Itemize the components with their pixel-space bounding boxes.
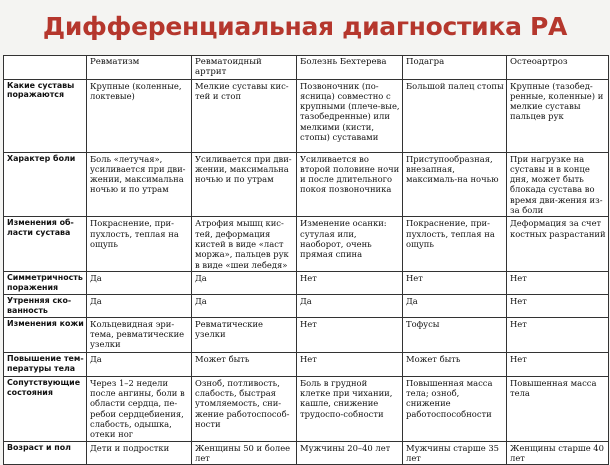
table-cell: Дети и подростки xyxy=(87,441,192,465)
table-cell: Нет xyxy=(507,352,609,376)
table-cell: Нет xyxy=(507,271,609,294)
table-cell: Женщины 50 и более лет xyxy=(192,441,297,465)
differential-diagnosis-table xyxy=(3,55,609,465)
table-cell: Может быть xyxy=(192,352,297,376)
row-header: Повышение тем-пературы тела xyxy=(4,352,87,376)
table-cell: Усиливается во второй половине ночи и после длительного покоя позвоночника xyxy=(297,152,403,217)
diagnosis-table-container xyxy=(3,55,608,465)
table-cell: Крупные (коленные, локтевые) xyxy=(87,79,192,152)
row-header: Какие суставы поражаются xyxy=(4,79,87,152)
table-cell: Кольцевидная эри-тема, ревматические узелки xyxy=(87,317,192,352)
table-cell: Мужчины 20–40 лет xyxy=(297,441,403,465)
column-header: Остеоартроз xyxy=(507,56,609,80)
table-row xyxy=(4,217,609,271)
table-row xyxy=(4,152,609,217)
row-header: Изменения об-ласти сустава xyxy=(4,217,87,271)
table-header-row xyxy=(4,56,609,80)
row-header: Сопутствующие состояния xyxy=(4,376,87,441)
table-cell: Крупные (тазобед-ренные, коленные) и мелкие суставы пальцев рук xyxy=(507,79,609,152)
table-row xyxy=(4,441,609,465)
row-header: Характер боли xyxy=(4,152,87,217)
page-title: Дифференциальная диагностика РА xyxy=(42,11,568,41)
table-cell: Может быть xyxy=(403,352,507,376)
table-cell: Нет xyxy=(507,294,609,317)
table-row xyxy=(4,79,609,152)
table-cell: Мужчины старше 35 лет xyxy=(403,441,507,465)
table-cell: Ревматические узелки xyxy=(192,317,297,352)
table-cell: Нет xyxy=(297,271,403,294)
row-header: Возраст и пол xyxy=(4,441,87,465)
table-cell: Покраснение, при-пухлость, теплая на ощупь xyxy=(87,217,192,271)
table-cell: Покраснение, при-пухлость, теплая на ощупь xyxy=(403,217,507,271)
table-cell: Да xyxy=(297,294,403,317)
table-cell: Да xyxy=(192,294,297,317)
column-header: Ревматоидный артрит xyxy=(192,56,297,80)
column-header: Ревматизм xyxy=(87,56,192,80)
table-cell: При нагрузке на суставы и в конце дня, может быть блокада сустава во время дви-жения из-за боли xyxy=(507,152,609,217)
table-cell: Тофусы xyxy=(403,317,507,352)
table-cell: Боль в грудной клетке при чихании, кашле, снижение трудоспо-собности xyxy=(297,376,403,441)
table-cell: Да xyxy=(87,352,192,376)
table-cell: Нет xyxy=(297,352,403,376)
row-header: Симметричность поражения xyxy=(4,271,87,294)
table-cell: Женщины старше 40 лет xyxy=(507,441,609,465)
table-cell: Да xyxy=(192,271,297,294)
table-row xyxy=(4,376,609,441)
table-row xyxy=(4,317,609,352)
column-header: Подагра xyxy=(403,56,507,80)
table-cell: Через 1–2 недели после ангины, боли в области сердца, пе-ребои сердцебиения, слабость, одышка, отеки ног xyxy=(87,376,192,441)
table-row xyxy=(4,352,609,376)
table-cell: Мелкие суставы кис-тей и стоп xyxy=(192,79,297,152)
table-cell: Деформация за счет костных разрастаний xyxy=(507,217,609,271)
table-cell: Изменение осанки: сутулая или, наоборот, очень прямая спина xyxy=(297,217,403,271)
table-cell: Большой палец стопы xyxy=(403,79,507,152)
table-cell: Позвоночник (по-ясница) совместно с крупными (плече-вые, тазобедренные) или мелкими (кисти, стопы) суставами xyxy=(297,79,403,152)
row-header: Изменения кожи xyxy=(4,317,87,352)
table-cell: Усиливается при дви-жении, максимальна ночью и по утрам xyxy=(192,152,297,217)
table-cell: Нет xyxy=(507,317,609,352)
table-cell: Повышенная масса тела; озноб, снижение работоспособности xyxy=(403,376,507,441)
table-row xyxy=(4,271,609,294)
table-cell: Да xyxy=(87,271,192,294)
column-header: Болезнь Бехтерева xyxy=(297,56,403,80)
table-cell: Нет xyxy=(403,271,507,294)
table-cell: Озноб, потливость, слабость, быстрая утомляемость, сни-жение работоспособ-ности xyxy=(192,376,297,441)
table-cell: Нет xyxy=(297,317,403,352)
table-cell: Да xyxy=(87,294,192,317)
table-cell: Повышенная масса тела xyxy=(507,376,609,441)
row-header: Утренняя ско-ванность xyxy=(4,294,87,317)
table-row xyxy=(4,294,609,317)
table-cell: Да xyxy=(403,294,507,317)
column-header xyxy=(4,56,87,80)
table-cell: Атрофия мышц кис-тей, деформация кистей в виде «ласт моржа», пальцев рук в виде «шеи лебедя» xyxy=(192,217,297,271)
table-cell: Боль «летучая», усиливается при дви-жении, максимальна ночью и по утрам xyxy=(87,152,192,217)
table-cell: Приступообразная, внезапная, максималь-на ночью xyxy=(403,152,507,217)
